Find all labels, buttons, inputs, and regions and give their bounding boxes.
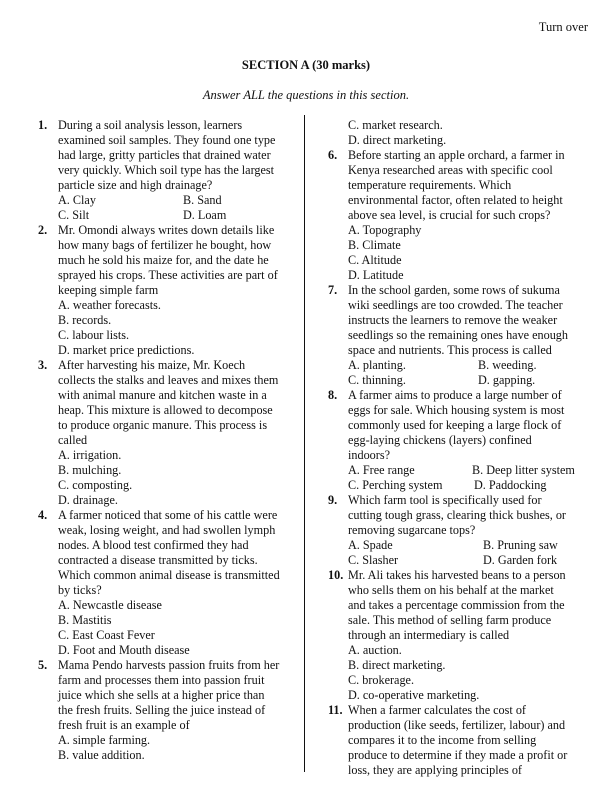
option-a: A. Spade <box>348 538 393 552</box>
option-a: A. Clay <box>58 193 96 207</box>
options-row <box>348 373 598 388</box>
option-a: A. Free range <box>348 463 415 477</box>
option-a: A. Newcastle disease <box>58 598 162 612</box>
question-text: Mr. Omondi always writes down details like how many bags of fertilizer he bought, how much he sold his maize for, and the date he sprayed his crops. These activities are part of keeping simple farm <box>58 223 278 297</box>
options-row <box>348 538 598 553</box>
question-text: In the school garden, some rows of sukuma wiki seedlings are too crowded. The teacher instructs the learners to remove the weaker seedlings so the remaining ones have enough space and nutrients. This process is called <box>348 283 568 357</box>
right-column <box>328 118 598 778</box>
section-instruction: Answer ALL the questions in this section. <box>202 88 410 102</box>
option-c: C. East Coast Fever <box>58 628 155 642</box>
question-6 <box>328 148 598 283</box>
column-divider <box>304 115 305 772</box>
question-number: 10. <box>328 568 344 582</box>
question-number: 11. <box>328 703 343 717</box>
option-c: C. thinning. <box>348 373 406 387</box>
option-d: D. direct marketing. <box>348 133 447 147</box>
option-b: B. weeding. <box>478 358 537 372</box>
option-a: A. auction. <box>348 643 402 657</box>
option-c: C. market research. <box>348 118 443 132</box>
question-10 <box>328 568 598 703</box>
option-b: B. direct marketing. <box>348 658 446 672</box>
question-11 <box>328 703 598 778</box>
question-text: A farmer aims to produce a large number of eggs for sale. Which housing system is most commonly used for keeping a large flock of egg-laying chickens (layers) confined indoors? <box>348 388 565 462</box>
question-number: 9. <box>328 493 338 507</box>
option-b: B. records. <box>58 313 112 327</box>
question-number: 4. <box>38 508 48 522</box>
option-a: A. planting. <box>348 358 406 372</box>
option-a: A. irrigation. <box>58 448 122 462</box>
question-text: Mr. Ali takes his harvested beans to a person who sells them on his behalf at the market and takes a percentage commission from the sale. This method of selling farm produce through an intermediary is called <box>348 568 566 642</box>
options-row <box>348 478 598 493</box>
question-text: A farmer noticed that some of his cattle were weak, losing weight, and had swollen lymph nodes. A blood test confirmed they had contracted a disease transmitted by ticks. Which common animal disease is transmitted by ticks? <box>58 508 280 597</box>
question-text: After harvesting his maize, Mr. Koech collects the stalks and leaves and mixes them with animal manure and kitchen waste in a heap. This mixture is allowed to decompose to produce organic manure. This process is called <box>58 358 279 447</box>
option-c: C. Silt <box>58 208 90 222</box>
question-number: 8. <box>328 388 338 402</box>
option-c: C. labour lists. <box>58 328 130 342</box>
question-2 <box>38 223 298 358</box>
options-row <box>348 463 598 478</box>
question-number: 2. <box>38 223 48 237</box>
option-d: D. Loam <box>183 208 227 222</box>
question-number: 7. <box>328 283 338 297</box>
option-d: D. Paddocking <box>474 478 547 492</box>
option-b: B. Climate <box>348 238 401 252</box>
question-text: When a farmer calculates the cost of production (like seeds, fertilizer, labour) and compares it to the income from selling produce to determine if they made a profit or loss, they are applying principles of <box>348 703 568 777</box>
section-title: SECTION A (30 marks) <box>241 58 371 72</box>
options-row <box>348 553 598 568</box>
question-8 <box>328 388 598 493</box>
question-number: 3. <box>38 358 48 372</box>
options-row <box>58 208 298 223</box>
option-d: D. market price predictions. <box>58 343 195 357</box>
option-b: B. Pruning saw <box>483 538 558 552</box>
option-d: D. drainage. <box>58 493 118 507</box>
question-7 <box>328 283 598 388</box>
option-c: C. Perching system <box>348 478 443 492</box>
options-row <box>58 193 298 208</box>
option-d: D. co-operative marketing. <box>348 688 480 702</box>
option-a: A. weather forecasts. <box>58 298 161 312</box>
question-5 <box>38 658 298 763</box>
question-text: Which farm tool is specifically used for cutting tough grass, clearing thick bushes, or removing sugarcane tops? <box>348 493 566 537</box>
option-c: C. Slasher <box>348 553 399 567</box>
option-d: D. Latitude <box>348 268 404 282</box>
option-b: B. Deep litter system <box>472 463 575 477</box>
option-d: D. Foot and Mouth disease <box>58 643 190 657</box>
option-b: B. Mastitis <box>58 613 112 627</box>
left-column <box>38 118 298 763</box>
question-3 <box>38 358 298 508</box>
question-1 <box>38 118 298 223</box>
question-number: 6. <box>328 148 338 162</box>
option-c: C. Altitude <box>348 253 402 267</box>
option-a: A. simple farming. <box>58 733 151 747</box>
question-5-continued <box>328 118 598 148</box>
option-b: B. Sand <box>183 193 222 207</box>
question-text: Mama Pendo harvests passion fruits from her farm and processes them into passion fruit juice which she sells at a higher price than the fresh fruits. Selling the juice instead of fresh fruit is an example of <box>58 658 280 732</box>
question-number: 5. <box>38 658 48 672</box>
option-b: B. mulching. <box>58 463 122 477</box>
option-b: B. value addition. <box>58 748 145 762</box>
option-a: A. Topography <box>348 223 422 237</box>
question-9 <box>328 493 598 568</box>
question-text: Before starting an apple orchard, a farmer in Kenya researched areas with specific cool temperature requirements. Which environmental factor, often related to height above sea level, is crucial for such crops? <box>348 148 565 222</box>
question-text: During a soil analysis lesson, learners examined soil samples. They found one type had large, gritty particles that drained water very quickly. Which soil type has the largest particle size and high drainage? <box>58 118 276 192</box>
options-row <box>348 358 598 373</box>
question-4 <box>38 508 298 658</box>
option-d: D. gapping. <box>478 373 536 387</box>
option-c: C. composting. <box>58 478 133 492</box>
question-number: 1. <box>38 118 48 132</box>
option-c: C. brokerage. <box>348 673 414 687</box>
option-d: D. Garden fork <box>483 553 558 567</box>
turn-over-label: Turn over <box>538 20 588 34</box>
